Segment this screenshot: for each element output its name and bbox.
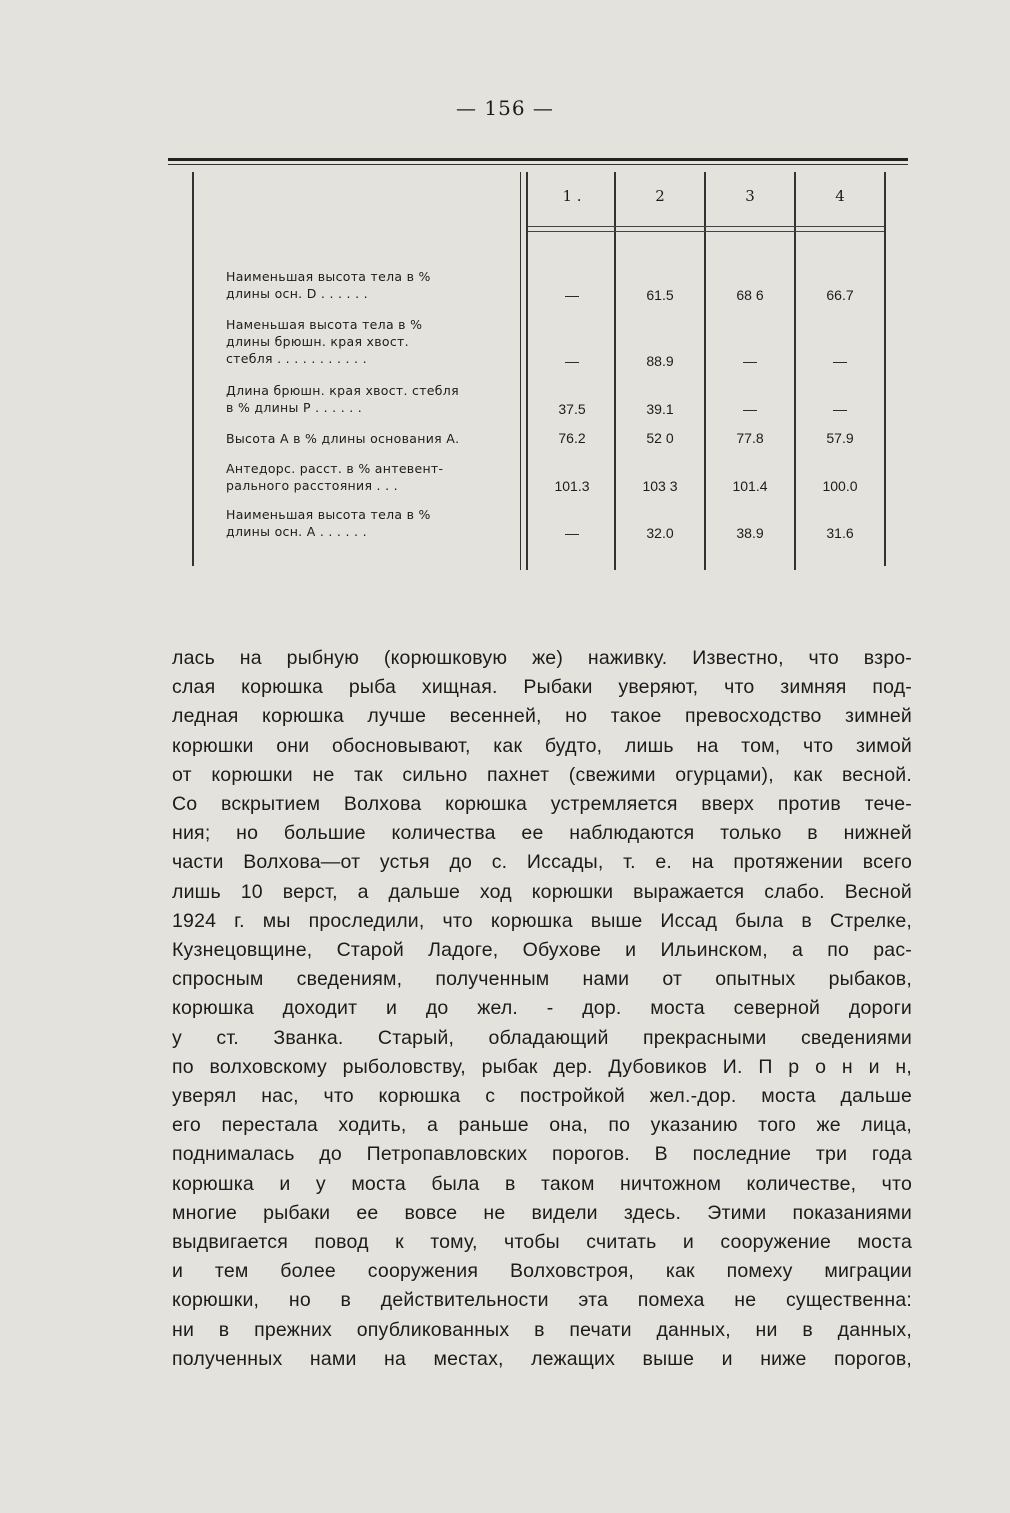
table-right-border bbox=[884, 172, 886, 566]
table-cell: — bbox=[565, 287, 579, 303]
text-line: лась на рыбную (корюшковую же) наживку. Известно, что взро- bbox=[172, 647, 912, 669]
text-line: полученных нами на местах, лежащих выше и ниже порогов, bbox=[172, 1347, 912, 1370]
table-cell: 68 6 bbox=[736, 287, 764, 303]
row-label: Длина брюшн. края хвост. стебля в % длины P . . . . . . bbox=[226, 383, 459, 415]
table-cell: 100.0 bbox=[822, 478, 858, 494]
text-line: у ст. Званка. Старый, обладающий прекрасными сведениями bbox=[172, 1026, 912, 1049]
table-top-rule-thin bbox=[168, 164, 908, 165]
text-line: ния; но большие количества ее наблюдаются только в нижней bbox=[172, 822, 912, 845]
table-cell: 101.3 bbox=[554, 478, 590, 494]
table-cell: — bbox=[833, 401, 847, 417]
table-divider bbox=[520, 172, 521, 570]
text-line: спросным сведениям, полученным нами от опытных рыбаков, bbox=[172, 968, 912, 991]
table-top-rule bbox=[168, 158, 908, 161]
column-header: 4 bbox=[835, 187, 845, 205]
page-number: — 156 — bbox=[456, 96, 554, 120]
column-header: 2 bbox=[655, 187, 665, 205]
table-left-border bbox=[192, 172, 194, 566]
header-rule bbox=[528, 231, 884, 232]
text-line: уверял нас, что корюшка с постройкой жел.-дор. моста дальше bbox=[172, 1085, 912, 1108]
row-label: Высота А в % длины основания А. bbox=[226, 431, 460, 446]
text-line: от корюшки не так сильно пахнет (свежими огурцами), как весной. bbox=[172, 763, 912, 786]
table-cell: 57.9 bbox=[826, 430, 854, 446]
table-cell: 61.5 bbox=[646, 287, 674, 303]
table-cell: 31.6 bbox=[826, 525, 854, 541]
table-cell: 38.9 bbox=[736, 525, 764, 541]
text-line: корюшка и у моста была в таком ничтожном количестве, что bbox=[172, 1172, 912, 1195]
table-cell: — bbox=[833, 353, 847, 369]
text-line: слая корюшка рыба хищная. Рыбаки уверяют, что зимняя под- bbox=[172, 676, 912, 699]
text-line: ни в прежних опубликованных в печати данных, ни в данных, bbox=[172, 1318, 912, 1341]
row-label: Наименьшая высота тела в % длины осн. A . . . . . . bbox=[226, 507, 431, 539]
text-line: по волховскому рыболовству, рыбак дер. Дубовиков И. П р о н и н, bbox=[172, 1055, 912, 1078]
table-cell: — bbox=[743, 353, 757, 369]
table-cell: — bbox=[565, 353, 579, 369]
body-paragraph bbox=[172, 644, 912, 1374]
text-line: 1924 г. мы проследили, что корюшка выше Иссад была в Стрелке, bbox=[172, 909, 912, 932]
row-label: Наименьшая высота тела в % длины осн. D . . . . . . bbox=[226, 269, 431, 301]
table-cell: 37.5 bbox=[558, 401, 586, 417]
column-header: 3 bbox=[745, 187, 755, 205]
text-line: и тем более сооружения Волховстроя, как помеху миграции bbox=[172, 1260, 912, 1283]
table-cell: 88.9 bbox=[646, 353, 674, 369]
table-cell: 77.8 bbox=[736, 430, 764, 446]
text-line: корюшки они обосновывают, как будто, лишь на том, что зимой bbox=[172, 734, 912, 757]
row-label: Наменьшая высота тела в % длины брюшн. края хвост. стебля . . . . . . . . . . . bbox=[226, 317, 423, 366]
table-cell: 66.7 bbox=[826, 287, 854, 303]
table-cell: 39.1 bbox=[646, 401, 674, 417]
table-cell: 32.0 bbox=[646, 525, 674, 541]
row-label: Антедорс. расст. в % антевент- рального расстояния . . . bbox=[226, 461, 444, 493]
table-cell: — bbox=[743, 401, 757, 417]
text-line: Кузнецовщине, Старой Ладоге, Обухове и Ильинском, а по рас- bbox=[172, 939, 912, 962]
text-line: корюшки, но в действительности эта помеха не существенна: bbox=[172, 1289, 912, 1312]
table-cell: — bbox=[565, 525, 579, 541]
text-line: многие рыбаки ее вовсе не видели здесь. Этими показаниями bbox=[172, 1201, 912, 1224]
table-cell: 103 3 bbox=[642, 478, 678, 494]
text-line: части Волхова—от устья до с. Иссады, т. е. на протяжении всего bbox=[172, 851, 912, 874]
text-line: его перестала ходить, а раньше она, по указанию того же лица, bbox=[172, 1114, 912, 1137]
text-line: выдвигается повод к тому, чтобы считать и сооружение моста bbox=[172, 1231, 912, 1254]
text-line: Со вскрытием Волхова корюшка устремляется вверх против тече- bbox=[172, 793, 912, 816]
header-rule bbox=[528, 226, 884, 227]
column-header: 1 . bbox=[562, 187, 582, 205]
table-cell: 76.2 bbox=[558, 430, 586, 446]
text-line: корюшка доходит и до жел. - дор. моста северной дороги bbox=[172, 997, 912, 1020]
table-cell: 101.4 bbox=[732, 478, 768, 494]
text-line: лишь 10 верст, а дальше ход корюшки выражается слабо. Весной bbox=[172, 880, 912, 903]
text-line: ледная корюшка лучше весенней, но такое превосходство зимней bbox=[172, 705, 912, 728]
table-cell: 52 0 bbox=[646, 430, 674, 446]
text-line: поднималась до Петропавловских порогов. В последние три года bbox=[172, 1143, 912, 1166]
